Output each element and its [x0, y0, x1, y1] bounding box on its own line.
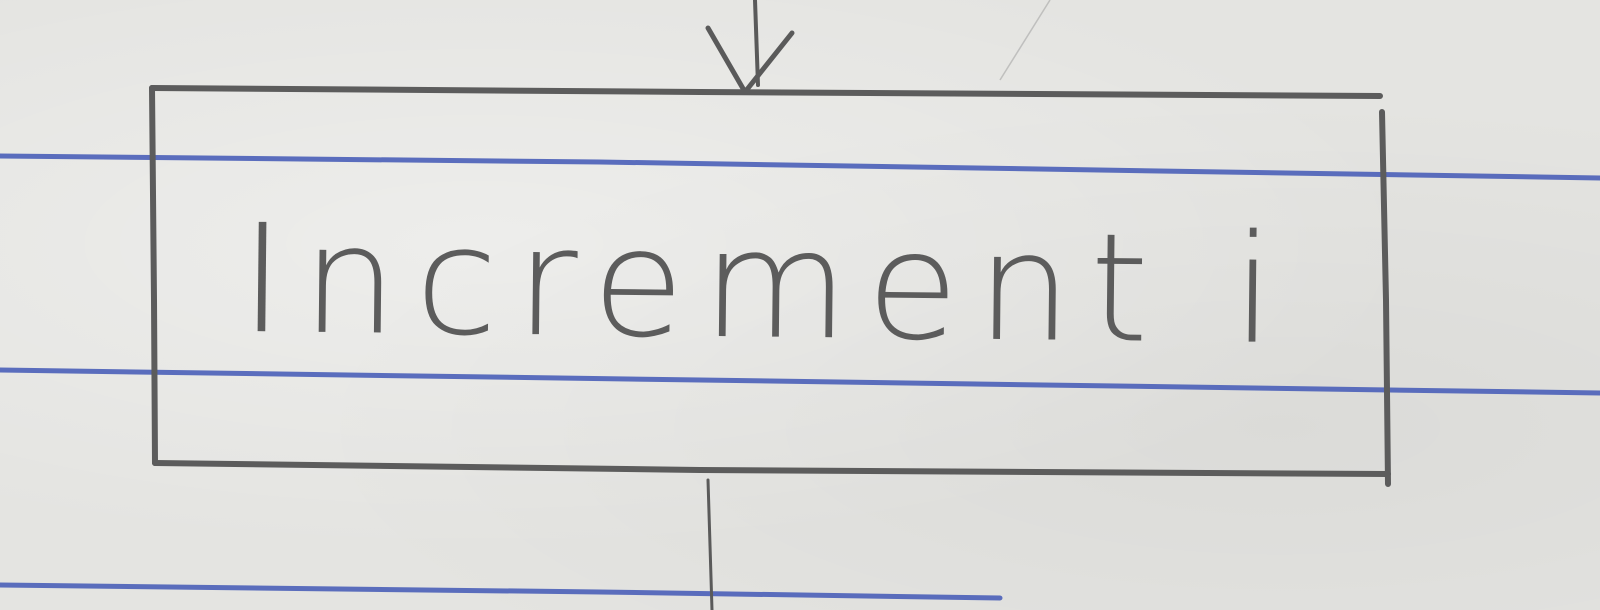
outgoing-connector-line [708, 480, 712, 610]
ruled-line-1 [0, 156, 1600, 178]
stray-pencil-mark [1000, 0, 1050, 80]
process-box-label: Increment i [239, 193, 1293, 379]
incoming-arrow [708, 0, 792, 92]
ruled-line-3 [0, 585, 1000, 598]
